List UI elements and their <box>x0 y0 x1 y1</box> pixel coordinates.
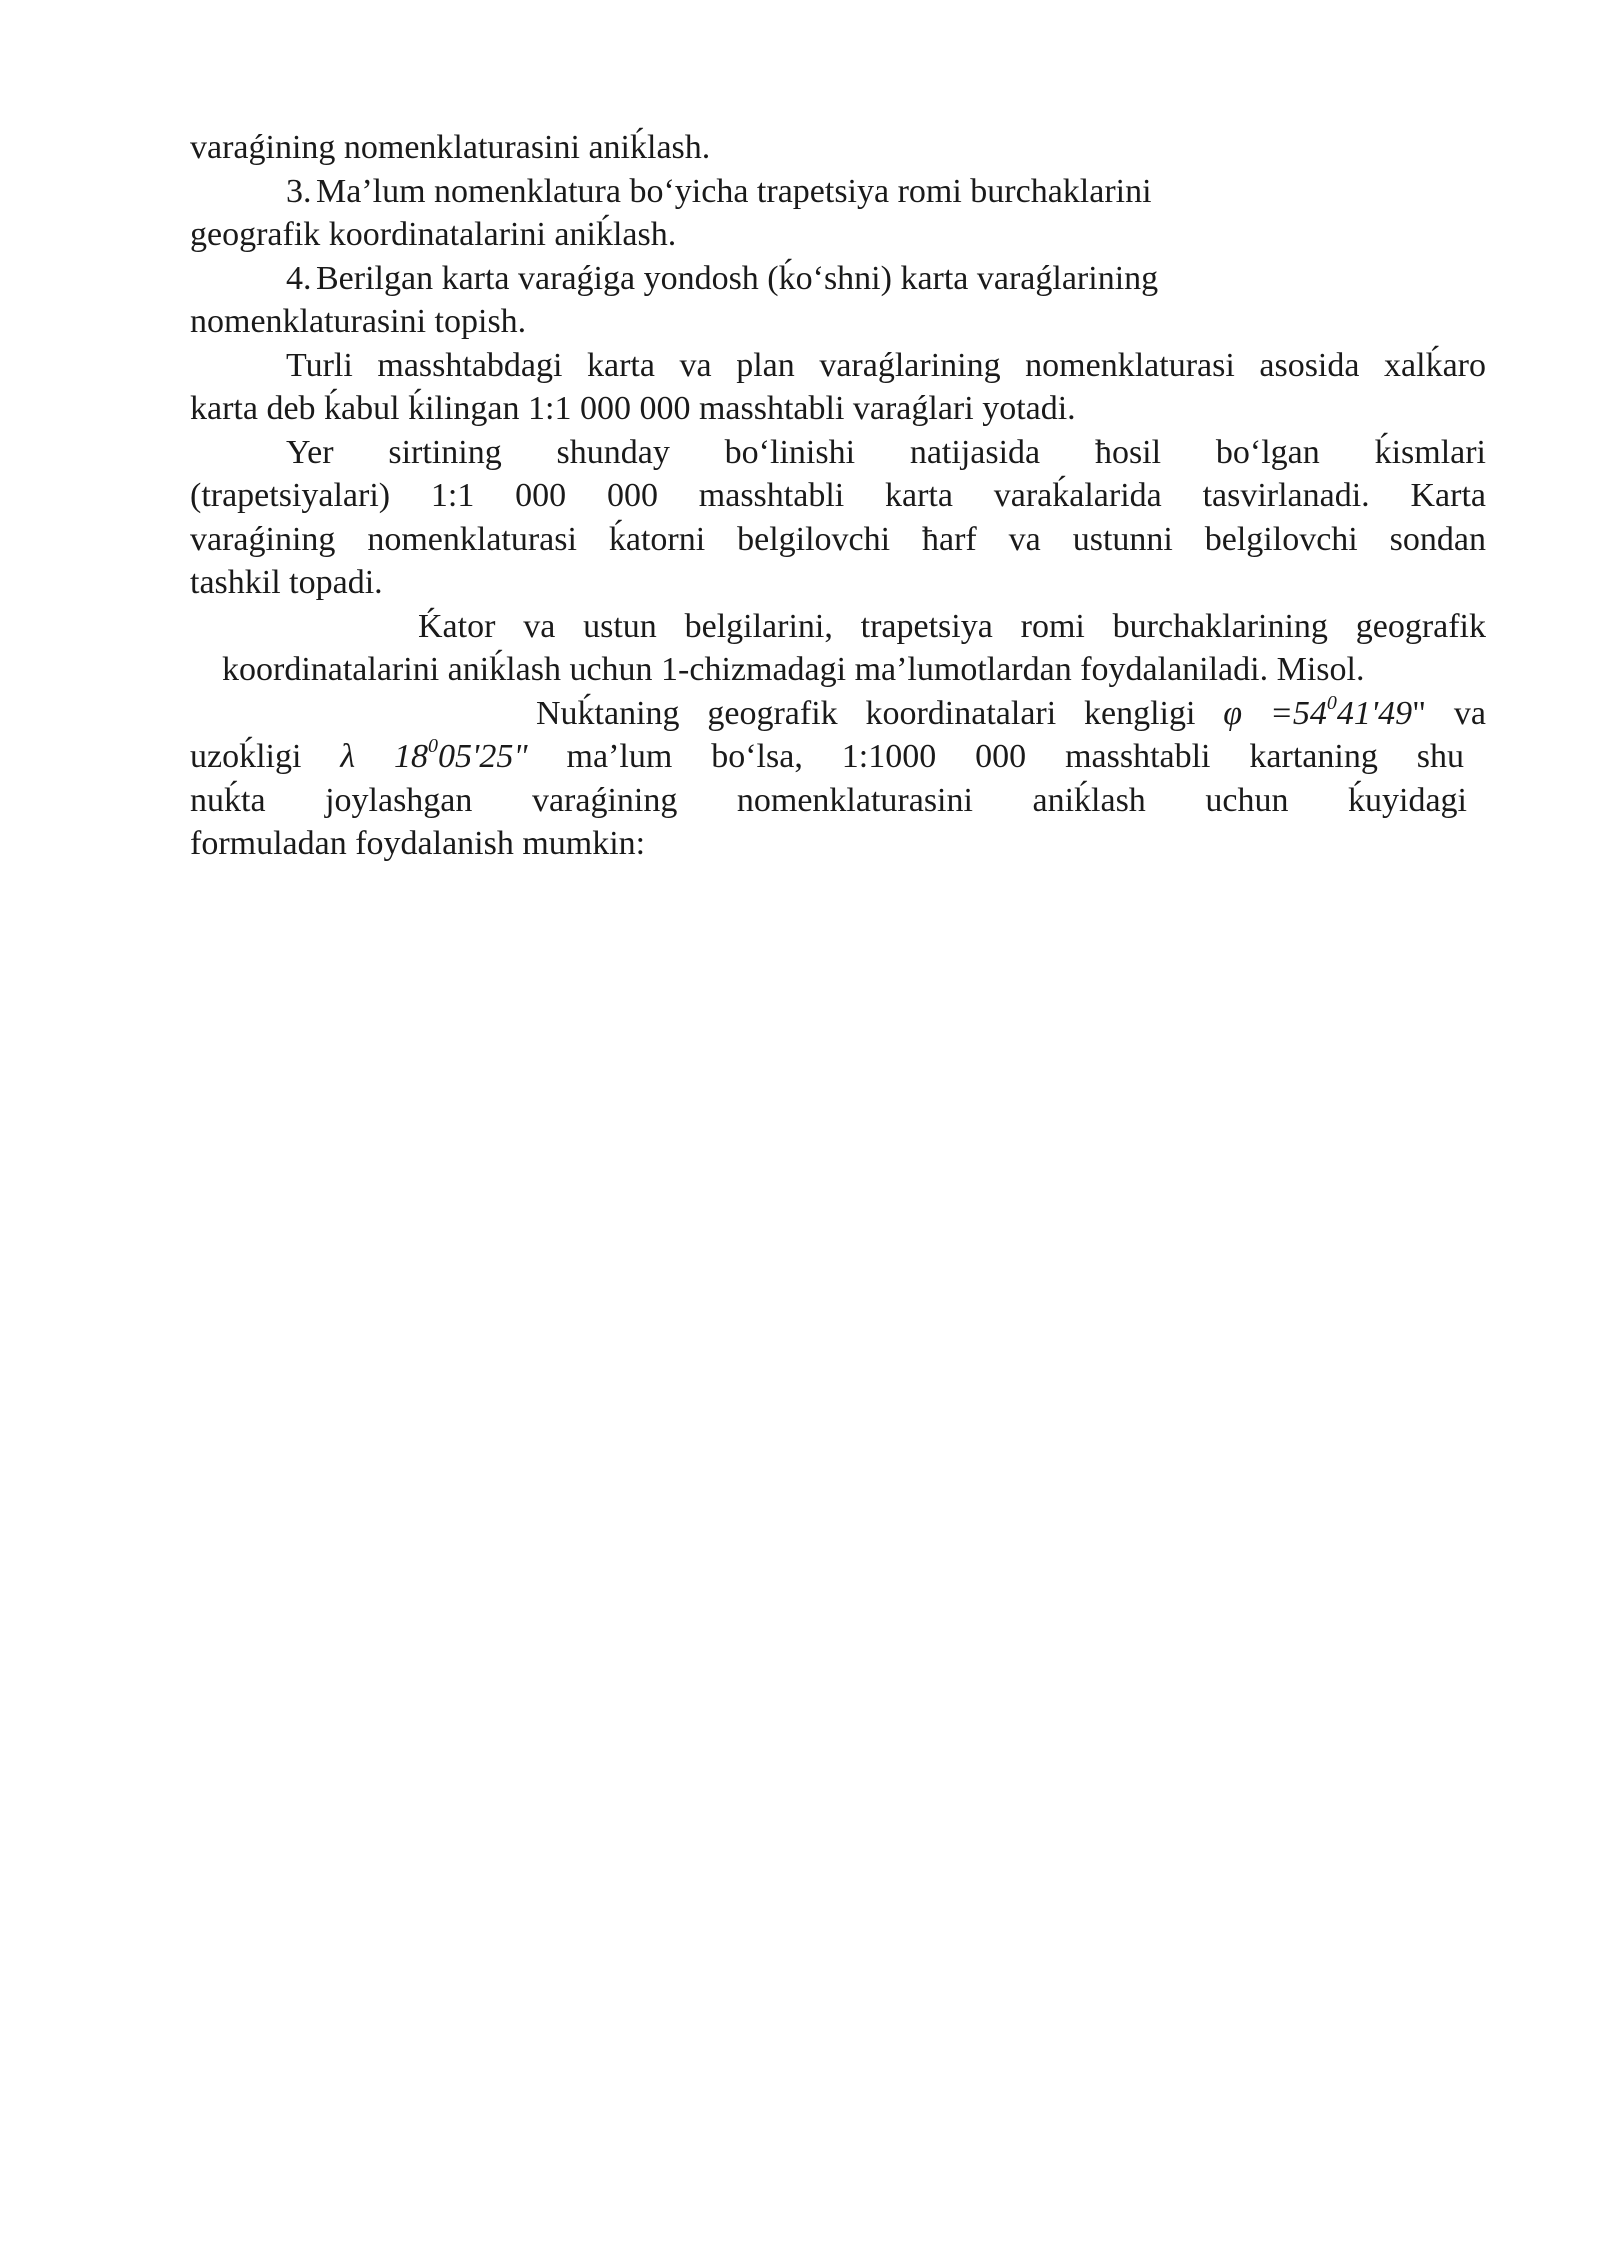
text-fragment: ma’lum bo‘lsa, 1:1000 000 masshtabli kartaning shu <box>566 738 1464 775</box>
text-line-1: varaǵining nomenklaturasini aniḱlash. <box>190 129 711 166</box>
longitude-minutes-seconds: 05'25" <box>438 738 528 775</box>
list-number: 4. <box>286 259 312 297</box>
text-line-3: geografik koordinatalarini aniḱlash. <box>190 216 677 253</box>
paragraph-line-17: formuladan foydalanish mumkin: <box>190 825 646 862</box>
paragraph-line-6: Turli masshtabdagi karta va plan varaǵlarining nomenklaturasi asosida xalḱaro <box>286 346 1486 384</box>
degree-superscript: 0 <box>1326 691 1337 714</box>
paragraph-line-8: Yer sirtining shunday bo‘linishi natijasida ħosil bo‘lgan ḱismlari <box>286 433 1486 471</box>
paragraph-line-13: koordinatalarini aniḱlash uchun 1-chizmadagi ma’lumotlardan foydalaniladi. Misol. <box>222 651 1365 688</box>
list-number: 3. <box>286 172 312 210</box>
paragraph-line-14 <box>190 692 1486 736</box>
paragraph-line-9: (trapetsiyalari) 1:1 000 000 masshtabli karta varaḱalarida tasvirlanadi. Karta <box>190 477 1486 514</box>
latitude-degrees: φ =54 <box>1223 694 1327 732</box>
list-item-4 <box>190 257 1486 301</box>
document-page <box>190 126 1486 866</box>
list-item-text: Berilgan karta varaǵiga yondosh (ḱo‘shni) karta varaǵlarining <box>316 259 1159 297</box>
text-fragment: " va <box>1412 694 1486 732</box>
longitude-degrees: 18 <box>394 738 429 775</box>
latitude-value <box>1223 691 1413 732</box>
paragraph-line-11: tashkil topadi. <box>190 564 383 601</box>
longitude-symbol: λ <box>340 738 356 775</box>
list-item-3 <box>190 170 1486 214</box>
degree-superscript: 0 <box>428 735 439 757</box>
paragraph-line-16: nuḱta joylashgan varaǵining nomenklaturasini aniḱlash uchun ḱuyidagi <box>190 781 1467 819</box>
paragraph-line-15 <box>190 735 1464 779</box>
latitude-minutes-seconds: 41'49 <box>1336 694 1413 732</box>
longitude-value <box>394 735 528 775</box>
text-fragment: uzoḱligi <box>190 738 302 775</box>
paragraph-line-12: Ḱator va ustun belgilarini, trapetsiya romi burchaklarining geografik <box>418 607 1486 645</box>
paragraph-line-10: varaǵining nomenklaturasi ḱatorni belgilovchi ħarf va ustunni belgilovchi sondan <box>190 520 1486 558</box>
text-line-5: nomenklaturasini topish. <box>190 303 527 340</box>
paragraph-line-7: karta deb ḱabul ḱilingan 1:1 000 000 masshtabli varaǵlari yotadi. <box>190 390 1076 427</box>
list-item-text: Ma’lum nomenklatura bo‘yicha trapetsiya romi burchaklarini <box>316 172 1152 210</box>
text-fragment: Nuḱtaning geografik koordinatalari kengligi <box>536 694 1196 732</box>
